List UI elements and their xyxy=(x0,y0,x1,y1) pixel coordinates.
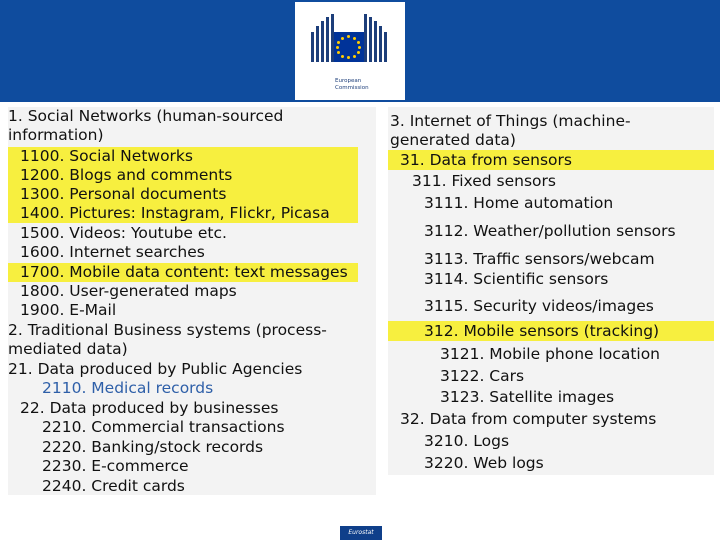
category-heading: 1. Social Networks (human-sourced xyxy=(8,107,284,125)
list-item: 3111. Home automation xyxy=(424,194,614,212)
list-item: 2230. E-commerce xyxy=(42,457,189,475)
list-item: 3122. Cars xyxy=(440,367,525,385)
category-heading: 2. Traditional Business systems (process- xyxy=(8,321,327,339)
list-item: 3220. Web logs xyxy=(424,454,544,472)
list-item: 1700. Mobile data content: text messages xyxy=(20,263,348,281)
category-heading: generated data) xyxy=(390,131,516,149)
internet-of-things-panel xyxy=(388,107,714,475)
list-item: 1500. Videos: Youtube etc. xyxy=(20,224,227,242)
list-item: 3112. Weather/pollution sensors xyxy=(424,222,676,240)
list-item: 3210. Logs xyxy=(424,432,510,450)
subcategory-heading: 22. Data produced by businesses xyxy=(20,399,279,417)
list-item: 311. Fixed sensors xyxy=(412,172,556,190)
list-item: 1800. User-generated maps xyxy=(20,282,237,300)
list-item: 2210. Commercial transactions xyxy=(42,418,285,436)
category-heading: information) xyxy=(8,126,104,144)
social-and-business-panel xyxy=(8,107,376,495)
subcategory-heading: 32. Data from computer systems xyxy=(400,410,657,428)
list-item: 1300. Personal documents xyxy=(20,185,227,203)
eurostat-badge: Eurostat xyxy=(340,526,382,540)
list-item: 2220. Banking/stock records xyxy=(42,438,264,456)
subcategory-heading: 31. Data from sensors xyxy=(400,151,572,169)
header-bar xyxy=(0,0,720,102)
list-item: 3114. Scientific sensors xyxy=(424,270,609,288)
european-commission-logo xyxy=(295,2,405,100)
list-item: 1200. Blogs and comments xyxy=(20,166,233,184)
subcategory-heading: 21. Data produced by Public Agencies xyxy=(8,360,303,378)
list-item: 2110. Medical records xyxy=(42,379,214,397)
logo-line: Commission xyxy=(335,85,369,91)
list-item: 1900. E-Mail xyxy=(20,301,117,319)
subcategory-heading: 312. Mobile sensors (tracking) xyxy=(424,322,660,340)
list-item: 1600. Internet searches xyxy=(20,243,205,261)
list-item: 3115. Security videos/images xyxy=(424,297,654,315)
list-item: 3121. Mobile phone location xyxy=(440,345,661,363)
eu-flag-icon xyxy=(334,32,364,62)
list-item: 1100. Social Networks xyxy=(20,147,193,165)
list-item: 1400. Pictures: Instagram, Flickr, Picasa xyxy=(20,204,330,222)
list-item: 3113. Traffic sensors/webcam xyxy=(424,250,655,268)
list-item: 3123. Satellite images xyxy=(440,388,615,406)
logo-text xyxy=(335,78,369,92)
category-heading: mediated data) xyxy=(8,340,128,358)
logo-line: European xyxy=(335,78,362,84)
category-heading: 3. Internet of Things (machine- xyxy=(390,112,631,130)
list-item: 2240. Credit cards xyxy=(42,477,185,495)
